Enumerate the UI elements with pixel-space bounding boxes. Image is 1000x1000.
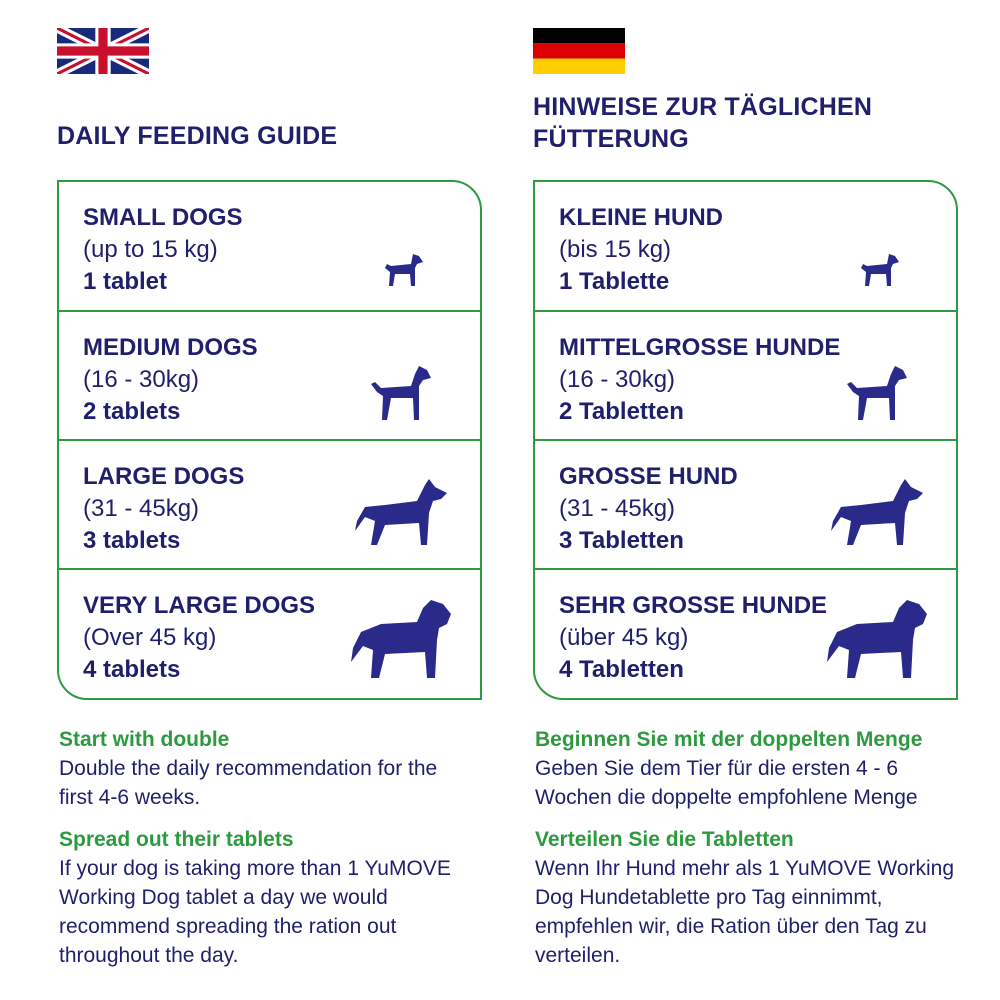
table-row — [535, 568, 956, 697]
row-name: VERY LARGE DOGS — [83, 592, 316, 619]
row-name: LARGE DOGS — [83, 463, 245, 490]
table-row — [535, 310, 956, 439]
medium-dog-icon — [371, 364, 431, 422]
very-large-dog-icon — [827, 600, 927, 680]
row-dose: 3 tablets — [83, 527, 181, 554]
row-weight: (über 45 kg) — [559, 624, 689, 651]
row-name: SEHR GROSSE HUNDE — [559, 592, 828, 619]
note-start-double — [535, 726, 980, 812]
note-title: Verteilen Sie die Tabletten — [535, 828, 794, 851]
note-body: Geben Sie dem Tier für die ersten 4 - 6 Wochen die doppelte empfohlene Menge — [535, 757, 918, 809]
table-row — [535, 439, 956, 568]
row-name: GROSSE HUND — [559, 463, 738, 490]
row-dose: 4 tablets — [83, 656, 181, 683]
note-spread-tablets — [59, 826, 504, 970]
uk-flag-icon — [57, 28, 149, 74]
row-dose: 4 Tabletten — [559, 656, 684, 683]
feeding-guide-heading: DAILY FEEDING GUIDE — [57, 122, 338, 150]
small-dog-icon — [859, 252, 899, 288]
note-body: Double the daily recommendation for the first 4-6 weeks. — [59, 757, 438, 809]
note-body: Wenn Ihr Hund mehr als 1 YuMOVE Working Dog Hundetablette pro Tag einnimmt, empfehlen wir, die Ration über den Tag zu verteilen. — [535, 857, 955, 967]
feeding-table — [57, 180, 482, 700]
row-weight: (16 - 30kg) — [83, 366, 200, 393]
very-large-dog-icon — [351, 600, 451, 680]
row-name: MEDIUM DOGS — [83, 334, 258, 361]
row-dose: 3 Tabletten — [559, 527, 684, 554]
table-row — [59, 310, 480, 439]
feeding-guide-heading: HINWEISE ZUR TÄGLICHEN FÜTTERUNG — [533, 93, 873, 153]
note-title: Spread out their tablets — [59, 828, 294, 851]
feeding-table — [533, 180, 958, 700]
note-spread-tablets — [535, 826, 980, 970]
row-name: KLEINE HUND — [559, 204, 724, 231]
table-row — [59, 439, 480, 568]
row-name: SMALL DOGS — [83, 204, 243, 231]
large-dog-icon — [831, 477, 923, 547]
row-weight: (up to 15 kg) — [83, 236, 218, 263]
table-row — [535, 182, 956, 310]
row-weight: (Over 45 kg) — [83, 624, 217, 651]
row-weight: (16 - 30kg) — [559, 366, 676, 393]
row-dose: 2 tablets — [83, 398, 181, 425]
large-dog-icon — [355, 477, 447, 547]
row-weight: (31 - 45kg) — [559, 495, 676, 522]
row-name: MITTELGROSSE HUNDE — [559, 334, 841, 361]
row-dose: 2 Tabletten — [559, 398, 684, 425]
medium-dog-icon — [847, 364, 907, 422]
row-dose: 1 tablet — [83, 268, 168, 295]
note-body: If your dog is taking more than 1 YuMOVE Working Dog tablet a day we would recommend spreading the ration out throughout the day. — [59, 857, 451, 967]
note-start-double — [59, 726, 504, 812]
note-title: Start with double — [59, 728, 230, 751]
row-weight: (31 - 45kg) — [83, 495, 200, 522]
row-dose: 1 Tablette — [559, 268, 670, 295]
germany-flag-icon — [533, 28, 625, 74]
small-dog-icon — [383, 252, 423, 288]
table-row — [59, 182, 480, 310]
table-row — [59, 568, 480, 697]
note-title: Beginnen Sie mit der doppelten Menge — [535, 728, 923, 751]
row-weight: (bis 15 kg) — [559, 236, 672, 263]
